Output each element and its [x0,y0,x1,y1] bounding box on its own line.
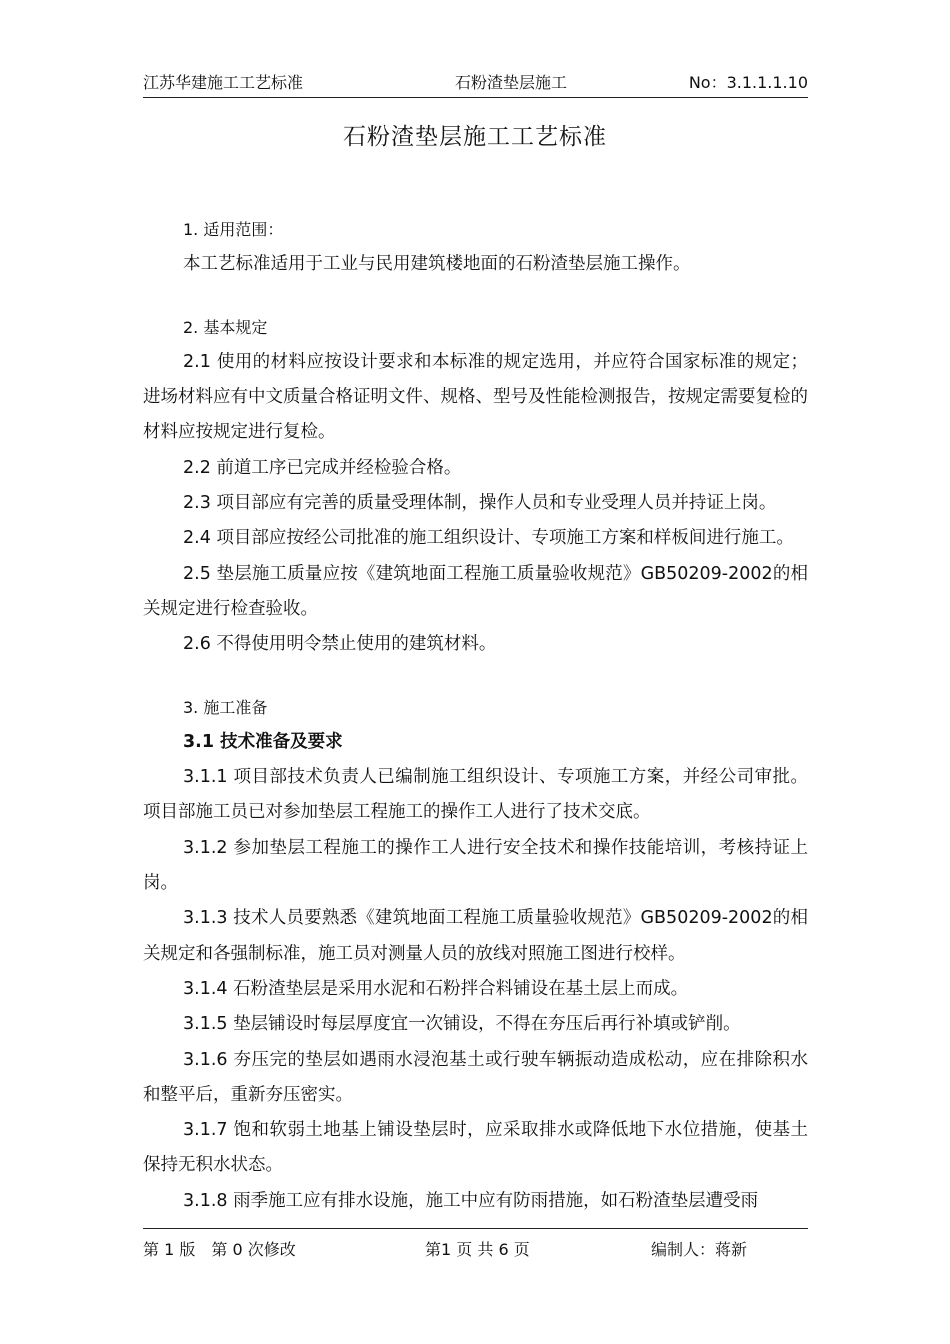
rule-2-6: 2.6 不得使用明令禁止使用的建筑材料。 [183,634,497,655]
rule-2-1: 2.1 使用的材料应按设计要求和本标准的规定选用，并应符合国家标准的规定；进场材料应有中文质量合格证明文件、规格、型号及性能检测报告，按规定需要复检的材料应按规定进行复检。 [143,351,808,443]
item-3-1-1: 3.1.1 项目部技术负责人已编制施工组织设计、专项施工方案，并经公司审批。项目部施工员已对参加垫层工程施工的操作工人进行了技术交底。 [143,767,808,823]
page-header [143,64,808,98]
document-title: 石粉渣垫层施工工艺标准 [343,124,607,150]
rule-2-5: 2.5 垫层施工质量应按《建筑地面工程施工质量验收规范》GB50209-2002的相关规定进行检查验收。 [143,563,808,619]
rule-2-3: 2.3 项目部应有完善的质量受理体制，操作人员和专业受理人员并持证上岗。 [183,493,777,514]
item-3-1-7: 3.1.7 饱和软弱土地基上铺设垫层时，应采取排水或降低地下水位措施，使基土保持无积水状态。 [143,1120,808,1176]
footer-author: 编制人：蒋新 [651,1240,748,1259]
header-company: 江苏华建施工工艺标准 [143,73,304,92]
item-3-1-4: 3.1.4 石粉渣垫层是采用水泥和石粉拌合料铺设在基土层上而成。 [183,978,689,999]
scope-paragraph: 本工艺标准适用于工业与民用建筑楼地面的石粉渣垫层施工操作。 [183,254,691,275]
section-heading-scope: 1. 适用范围： [183,220,284,239]
subsection-heading-technical: 3.1 技术准备及要求 [183,731,343,752]
header-topic: 石粉渣垫层施工 [455,73,568,92]
item-3-1-2: 3.1.2 参加垫层工程施工的操作工人进行安全技术和操作技能培训，考核持证上岗。 [143,837,808,894]
section-heading-basic-rules: 2. 基本规定 [183,317,268,337]
item-3-1-3: 3.1.3 技术人员要熟悉《建筑地面工程施工质量验收规范》GB50209-2002的相关规定和各强制标准，施工员对测量人员的放线对照施工图进行校样。 [143,908,808,964]
item-3-1-6: 3.1.6 夯压完的垫层如遇雨水浸泡基土或行驶车辆振动造成松动，应在排除积水和整平后，重新夯压密实。 [143,1049,808,1105]
item-3-1-5: 3.1.5 垫层铺设时每层厚度宜一次铺设，不得在夯压后再行补填或铲削。 [183,1014,741,1035]
page-footer [143,1228,808,1263]
section-heading-preparation: 3. 施工准备 [183,697,268,717]
rule-2-4: 2.4 项目部应按经公司批准的施工组织设计、专项施工方案和样板间进行施工。 [183,528,794,549]
footer-page-count: 第1 页 共 6 页 [425,1240,530,1259]
header-doc-number: No：3.1.1.1.10 [688,73,808,92]
document-body [143,212,808,1219]
item-3-1-8: 3.1.8 雨季施工应有排水设施，施工中应有防雨措施，如石粉渣垫层遭受雨 [183,1190,759,1211]
footer-edition: 第 1 版 第 0 次修改 [143,1240,296,1259]
spacer [143,283,808,310]
spacer [143,663,808,690]
rule-2-2: 2.2 前道工序已完成并经检验合格。 [183,457,462,478]
